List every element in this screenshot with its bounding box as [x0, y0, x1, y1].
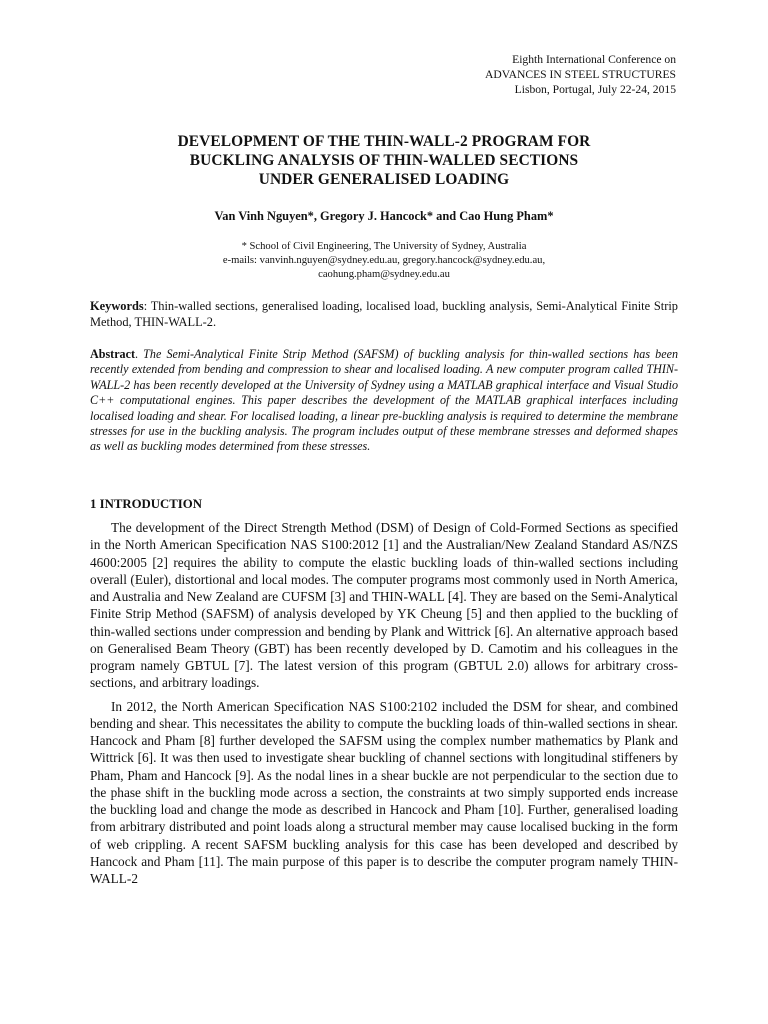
paper-title	[90, 132, 678, 190]
abstract-text: The Semi-Analytical Finite Strip Method (SAFSM) of buckling analysis for thin-walled sections has been recently extended from bending and compression to shear and localised loading. A new computer program called THIN-WALL-2 has been recently developed at the University of Sydney using a MATLAB graphical interface and Visual Studio C++ computational engines. This paper describes the development of the MATLAB graphical interfaces including localised loading and shear. For localised loading, a linear pre-buckling analysis is required to determine the membrane stresses for use in the buckling analysis. The program includes output of these membrane stresses and deformed shapes as well as buckling modes determined from these stresses.	[90, 347, 679, 454]
keywords-label: Keywords	[90, 299, 144, 313]
abstract	[90, 347, 678, 455]
conference-header	[485, 52, 676, 97]
title-line-2: BUCKLING ANALYSIS OF THIN-WALLED SECTIONS	[189, 152, 579, 170]
title-line-3: UNDER GENERALISED LOADING	[258, 171, 510, 189]
conference-topic-line: ADVANCES IN STEEL STRUCTURES	[485, 68, 676, 81]
emails-line-1: e-mails: vanvinh.nguyen@sydney.edu.au, gregory.hancock@sydney.edu.au,	[222, 255, 546, 266]
conference-name-line: Eighth International Conference on	[512, 53, 676, 66]
section-heading-introduction: 1 INTRODUCTION	[90, 497, 202, 511]
abstract-separator: .	[135, 347, 144, 361]
body-paragraph: The development of the Direct Strength Method (DSM) of Design of Cold-Formed Sections as specified in the North American Specification NAS S100:2012 [1] and the Australian/New Zealand Standard AS/NZS 4600:2005 [2] requires the ability to compute the elastic buckling loads of thin-walled sections including overall (Euler), distortional and local modes. The computer programs most commonly used in North America, and Australia and New Zealand are CUFSM [3] and THIN-WALL [4]. They are based on the Semi-Analytical Finite Strip Method (SAFSM) of analysis developed by YK Cheung [5] and then applied to the buckling of thin-walled sections under compression and bending by Plank and Wittrick [6]. An alternative approach based on Generalised Beam Theory (GBT) has been recently developed by D. Camotim and his colleagues in the program namely GBTUL [7]. The latest version of this program (GBTUL 2.0) allows for arbitrary cross-sections, and arbitrary loadings.	[90, 520, 678, 691]
authors: Van Vinh Nguyen*, Gregory J. Hancock* and Cao Hung Pham*	[214, 209, 554, 223]
keywords-text: : Thin-walled sections, generalised loading, localised load, buckling analysis, Semi-Analytical Finite Strip Method, THIN-WALL-2.	[90, 299, 678, 329]
abstract-label: Abstract	[90, 347, 136, 361]
title-line-1: DEVELOPMENT OF THE THIN-WALL-2 PROGRAM FOR	[177, 133, 591, 150]
affiliation: * School of Civil Engineering, The University of Sydney, Australia	[241, 241, 527, 252]
conference-location-line: Lisbon, Portugal, July 22-24, 2015	[514, 83, 676, 96]
keywords	[90, 299, 678, 330]
introduction-body	[90, 519, 678, 893]
body-paragraph: In 2012, the North American Specification NAS S100:2102 included the DSM for shear, and combined bending and shear. This necessitates the ability to compute the buckling loads of thin-walled sections in shear. Hancock and Pham [8] further developed the SAFSM using the complex number mathematics by Plank and Wittrick [6]. It was then used to investigate shear buckling of channel sections with longitudinal stiffeners by Pham, Pham and Hancock [9]. As the nodal lines in a shear buckle are not perpendicular to the section due to the phase shift in the buckling mode across a section, the constraints at two simply supported ends increase the buckling load and change the mode as described in Hancock and Pham [10]. Further, generalised loading from arbitrary distributed and point loads along a structural member may cause localised bucking in the form of web crippling. A recent SAFSM buckling analysis for this case has been developed and described by Hancock and Pham [11]. The main purpose of this paper is to describe the computer program namely THIN-WALL-2	[90, 698, 678, 886]
emails-line-2: caohung.pham@sydney.edu.au	[318, 269, 450, 280]
affiliation-block	[90, 240, 678, 282]
